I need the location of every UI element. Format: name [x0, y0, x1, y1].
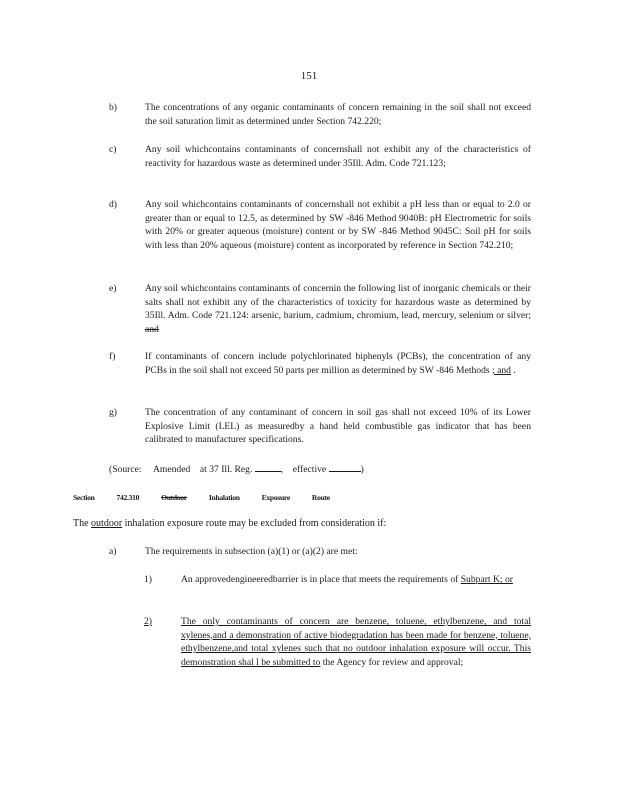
struck-text: and — [145, 324, 159, 336]
item-text: Any soil whichcontains contaminants of concernshall not exhibit any of the characteristics of reactivity for hazardous waste as determined under 35Ill. Adm. Code 721.123; — [145, 144, 531, 169]
inserted-text: Subpart K; or — [460, 574, 513, 585]
item-marker: f) — [109, 351, 116, 362]
section-heading: Section 742.310 Outdoor Inhalation Exposure Route — [73, 491, 352, 505]
item-text: The requirements in subsection (a)(1) or (a)(2) are met: — [145, 546, 358, 557]
item-text: The concentrations of any organic contaminants of concern remaining in the soil shall not exceed the soil saturation limit as determined under Section 742.220; — [145, 102, 531, 127]
item-text: Any soil whichcontains contaminants of concernin the following list of inorganic chemicals or their salts shall not exhibit any of the characteristics of toxicity for hazardous waste as determined by 35Ill. Adm. Code 721.124: arsenic, barium, cadmium, chromium, lead, mercury, selenium or silver; and — [145, 283, 531, 336]
item-text: The only contaminants of concern are benzene, toluene, ethylbenzene, and total xylenes,and a demonstration of active biodegradation has been made for benzene, toluene, ethylbenzene,and total xylenes such that no outdoor inhalation exposure will occur. This demonstration shal l be submitted to the Agency for review and approval; — [181, 616, 531, 669]
inserted-text: outdoor — [91, 518, 123, 529]
item-text: Any soil whichcontains contaminants of concernshall not exhibit a pH less than or equal to 2.0 or greater than or equal to 12.5, as determined by SW -846 Method 9040B: pH Electrometric for soils with 20% or greater aqueous (moisture) content or by SW -846 Method 9045C: Soil pH for soils with less than 20% aqueous (moisture) content as incorporated by reference in Section 742.210; — [145, 199, 531, 252]
inserted-text: The only contaminants of concern are benzene, toluene, ethylbenzene, and total xylenes,and a demonstration of active biodegradation has been made for benzene, toluene, ethylbenzene,and total xylenes such that no outdoor inhalation exposure will occur. This demonstration shal l be submitted to — [181, 616, 531, 669]
source-note: (Source: Amended at 37 Ill. Reg. , effective ) — [109, 464, 364, 475]
item-marker: c) — [109, 144, 117, 155]
blank-line — [255, 462, 281, 472]
blank-line — [329, 462, 361, 472]
item-marker: b) — [109, 102, 117, 113]
page-number: 151 — [300, 70, 318, 82]
item-marker: e) — [109, 283, 117, 294]
item-text: If contaminants of concern include polychlorinated biphenyls (PCBs), the concentration of any PCBs in the soil shall not exceed 50 parts per million as determined by SW -846 Methods ; and . — [145, 351, 531, 376]
item-text: The concentration of any contaminant of concern in soil gas shall not exceed 10% of its Lower Explosive Limit (LEL) as measuredby a hand held combustible gas indicator that has been calibrated to manufacturer specifications. — [145, 407, 531, 446]
item-text: An approvedengineeredbarrier is in place that meets the requirements of Subpart K; or — [181, 574, 513, 585]
item-marker: d) — [109, 199, 117, 210]
inserted-text: ; and — [492, 364, 511, 376]
struck-text: Outdoor — [161, 493, 187, 502]
item-marker: a) — [109, 546, 117, 557]
item-marker: 1) — [144, 574, 152, 585]
item-marker: 2) — [144, 616, 152, 627]
item-marker: g) — [109, 407, 117, 418]
section-intro: The outdoor inhalation exposure route may be excluded from consideration if: — [73, 518, 387, 529]
